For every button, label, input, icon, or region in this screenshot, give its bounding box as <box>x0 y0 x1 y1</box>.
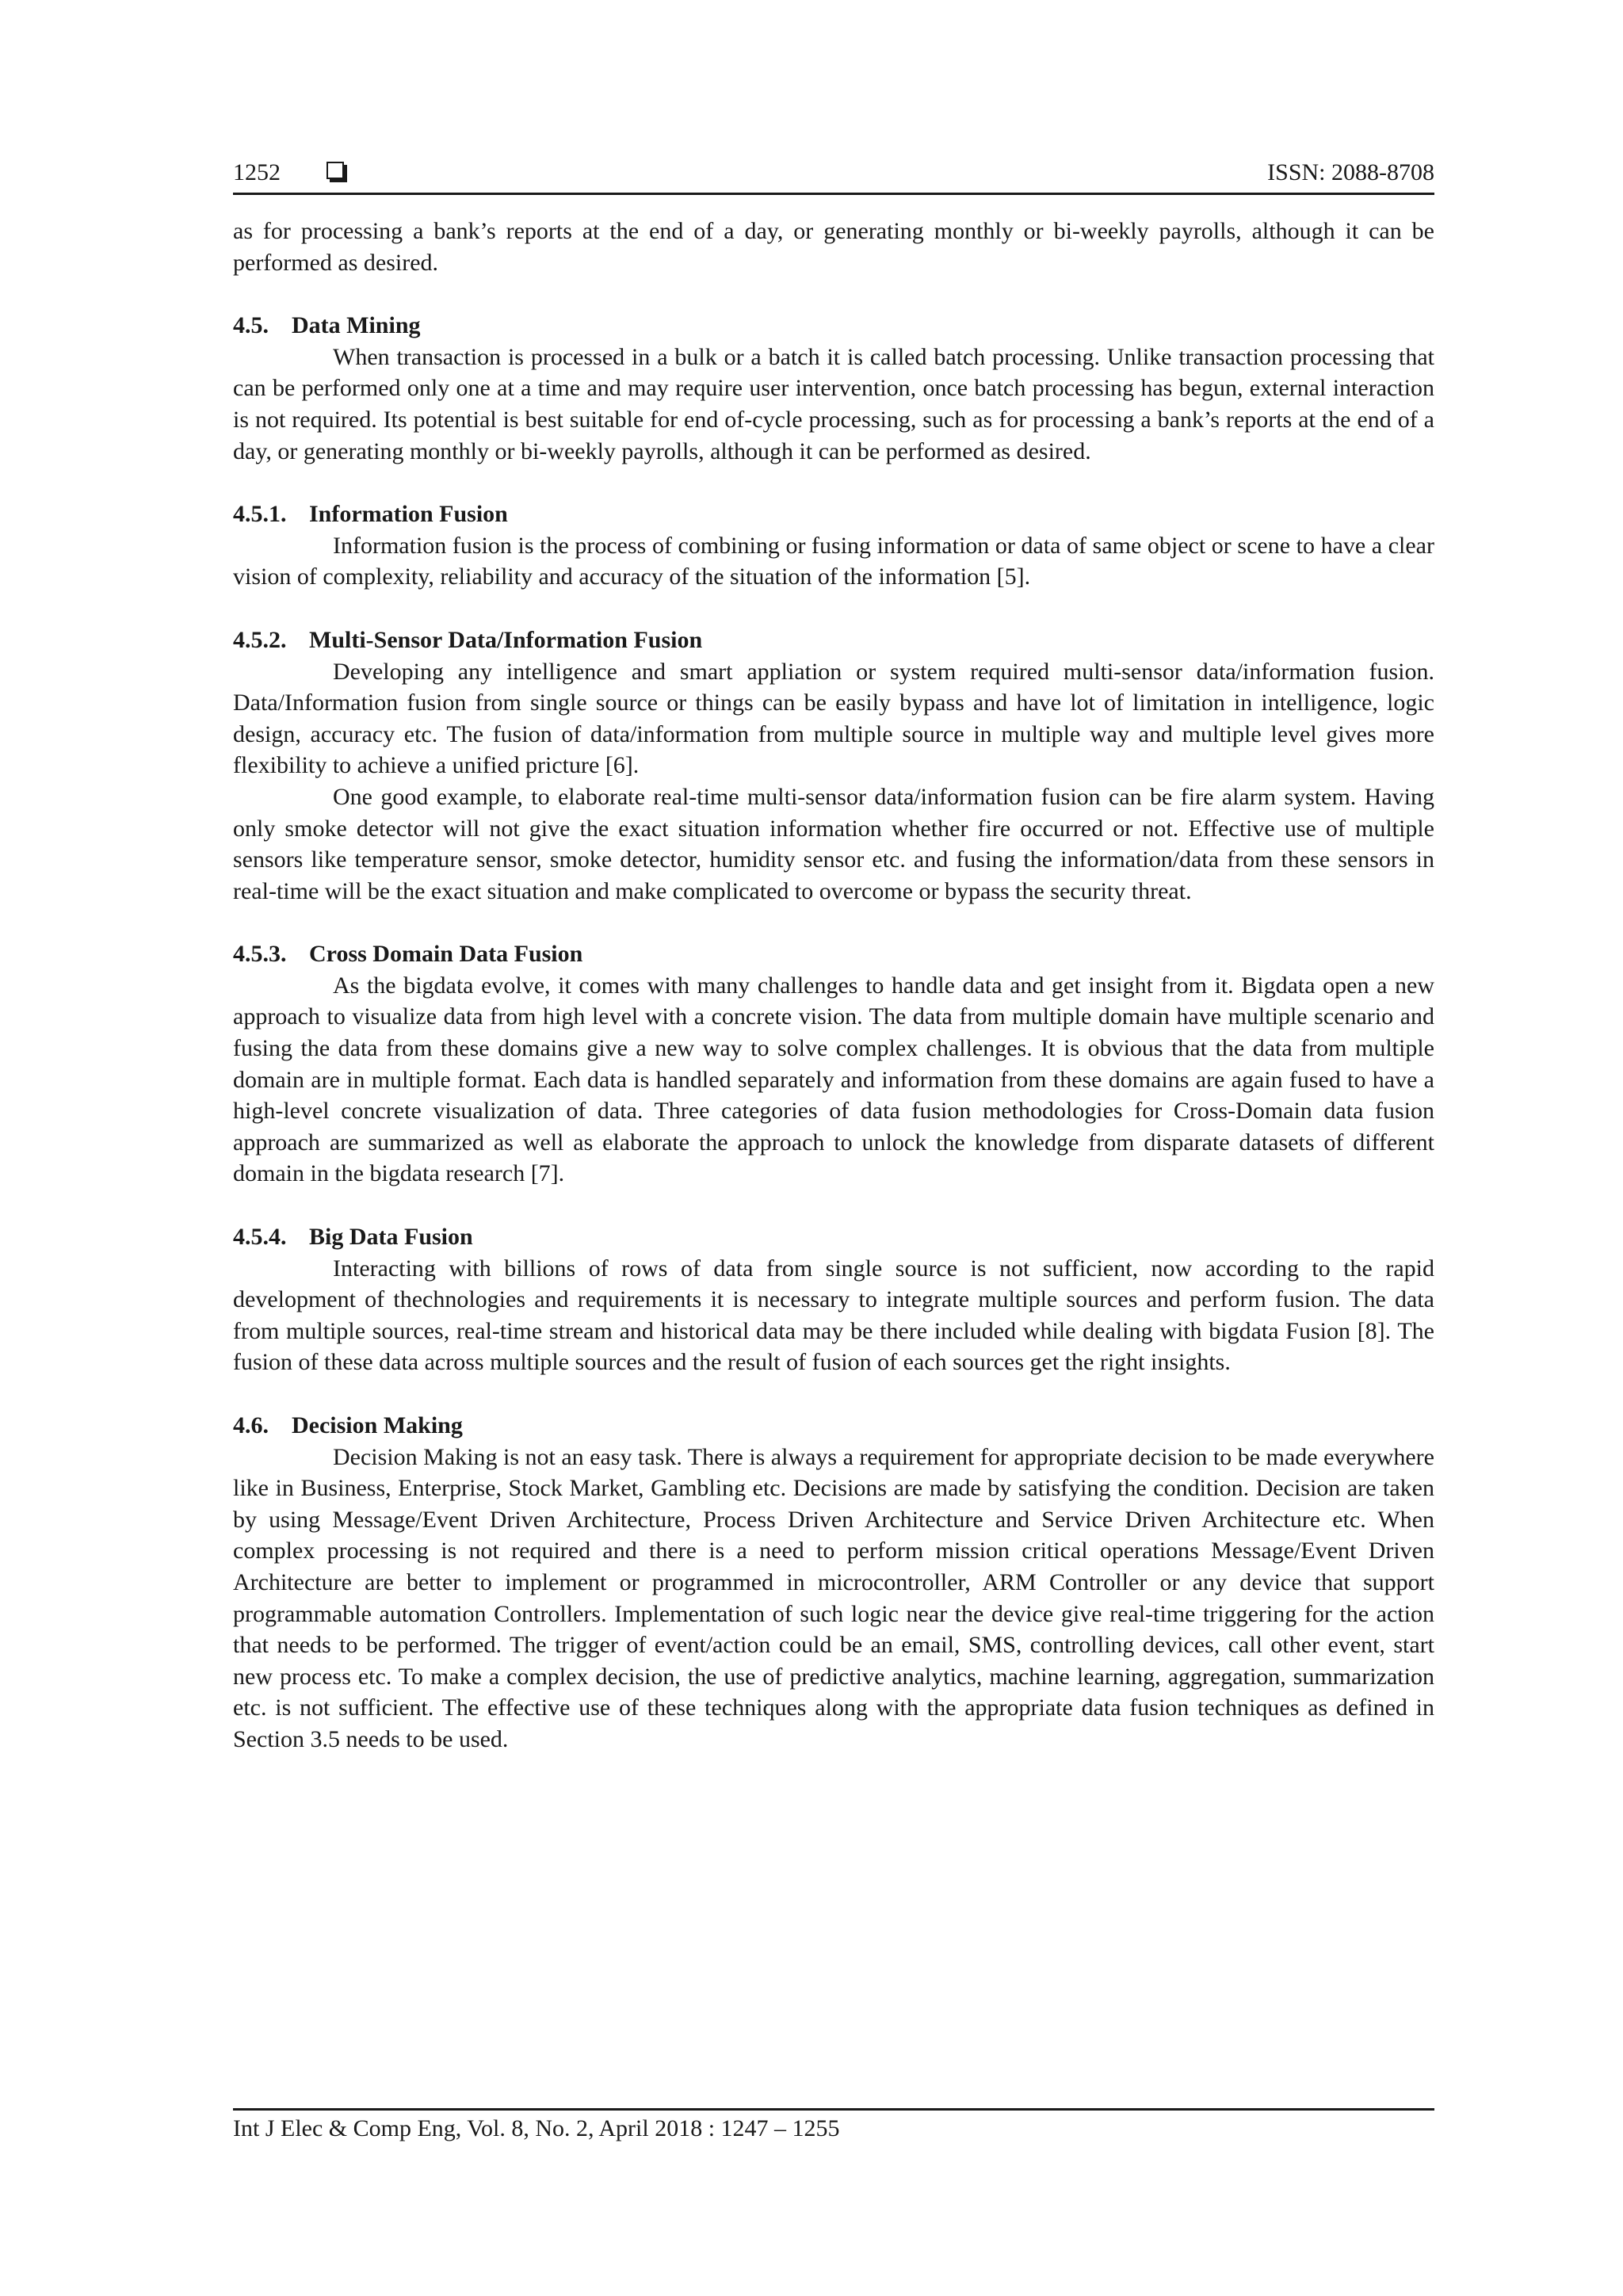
page-number: 1252 <box>233 159 281 185</box>
section-heading <box>233 625 1434 656</box>
section-number: 4.5.4. <box>233 1224 287 1251</box>
header-rule <box>233 193 1434 195</box>
section-number: 4.5.3. <box>233 941 287 968</box>
section-heading <box>233 310 1434 342</box>
section-heading <box>233 938 1434 970</box>
journal-page <box>233 0 1434 2296</box>
section-number: 4.6. <box>233 1412 269 1438</box>
section-number: 4.5. <box>233 312 269 339</box>
section-4-5 <box>233 310 1434 467</box>
section-title: Cross Domain Data Fusion <box>309 941 583 968</box>
paragraph: Developing any intelligence and smart appliation or system required multi-sensor data/information fusion. Data/Information fusion from single source or things can be easily bypass and have lot of limitation in intelligence, logic design, accuracy etc. The fusion of data/information from multiple source in multiple way and multiple level gives more flexibility to achieve a unified pricture [6]. <box>233 658 1434 779</box>
section-number: 4.5.1. <box>233 501 287 528</box>
section-4-5-2 <box>233 625 1434 907</box>
section-number: 4.5.2. <box>233 626 287 653</box>
section-4-6 <box>233 1410 1434 1755</box>
footer-citation: Int J Elec & Comp Eng, Vol. 8, No. 2, April 2018 : 1247 – 1255 <box>233 2115 840 2141</box>
section-4-5-3 <box>233 938 1434 1190</box>
section-4-5-1 <box>233 499 1434 593</box>
checkbox-square-icon <box>327 162 344 179</box>
paragraph: Decision Making is not an easy task. There is always a requirement for appropriate decision to be made everywhere like in Business, Enterprise, Stock Market, Gambling etc. Decisions are made by satisfying the condition. Decision are taken by using Message/Event Driven Architecture, Process Driven Architecture and Service Driven Architecture etc. When complex processing is not required and there is a need to perform mission critical operations Message/Event Driven Architecture are better to implement or programmed in microcontroller, ARM Controller or any device that support programmable automation Controllers. Implementation of such logic near the device give real-time triggering for the action that needs to be performed. The trigger of event/action could be an email, SMS, controlling devices, call other event, start new process etc. To make a complex decision, the use of predictive analytics, machine learning, aggregation, summarization etc. is not sufficient. The effective use of these techniques along with the appropriate data fusion techniques as defined in Section 3.5 needs to be used. <box>233 1443 1434 1752</box>
paragraph: When transaction is processed in a bulk or a batch it is called batch processing. Unlike transaction processing that can be performed only one at a time and may require user intervention, once batch processing has begun, external interaction is not required. Its potential is best suitable for end of-cycle processing, such as for processing a bank’s reports at the end of a day, or generating monthly or bi-weekly payrolls, although it can be performed as desired. <box>233 343 1434 464</box>
paragraph: Information fusion is the process of combining or fusing information or data of same object or scene to have a clear vision of complexity, reliability and accuracy of the situation of the information [5]. <box>233 532 1434 590</box>
section-heading <box>233 1221 1434 1253</box>
section-title: Data Mining <box>292 312 421 339</box>
section-title: Information Fusion <box>309 501 508 528</box>
paragraph: As the bigdata evolve, it comes with many challenges to handle data and get insight from it. Bigdata open a new approach to visualize data from high level with a concrete vision. The data from multiple domain have multiple scenario and fusing the data from these domains give a new way to solve complex challenges. It is obvious that the data from multiple domain are in multiple format. Each data is handled separately and information from these domains are again fused to have a high-level concrete visualization of data. Three categories of data fusion methodologies for Cross-Domain data fusion approach are summarized as well as elaborate the approach to unlock the knowledge from disparate datasets of different domain in the bigdata research [7]. <box>233 972 1434 1187</box>
section-title: Decision Making <box>292 1412 463 1438</box>
section-4-5-4 <box>233 1221 1434 1378</box>
paragraph: One good example, to elaborate real-time multi-sensor data/information fusion can be fire alarm system. Having only smoke detector will not give the exact situation information whether fire occurred or not. Effective use of multiple sensors like temperature sensor, smoke detector, humidity sensor etc. and fusing the information/data from these sensors in real-time will be the exact situation and make complicated to overcome or bypass the security threat. <box>233 783 1434 904</box>
section-title: Big Data Fusion <box>309 1224 473 1251</box>
section-heading <box>233 499 1434 530</box>
intro-paragraph: as for processing a bank’s reports at the end of a day, or generating monthly or bi-weekly payrolls, although it can be performed as desired. <box>233 218 1434 276</box>
footer-rule <box>233 2108 1434 2111</box>
article-body <box>233 216 1434 1755</box>
running-header <box>233 155 1434 190</box>
issn-label: ISSN: 2088-8708 <box>1267 159 1434 185</box>
paragraph: Interacting with billions of rows of data from single source is not sufficient, now according to the rapid development of thechnologies and requirements it is necessary to integrate multiple sources and perform fusion. The data from multiple sources, real-time stream and historical data may be there included while dealing with bigdata Fusion [8]. The fusion of these data across multiple sources and the result of fusion of each sources get the right insights. <box>233 1255 1434 1376</box>
section-heading <box>233 1410 1434 1442</box>
section-title: Multi-Sensor Data/Information Fusion <box>309 626 703 653</box>
